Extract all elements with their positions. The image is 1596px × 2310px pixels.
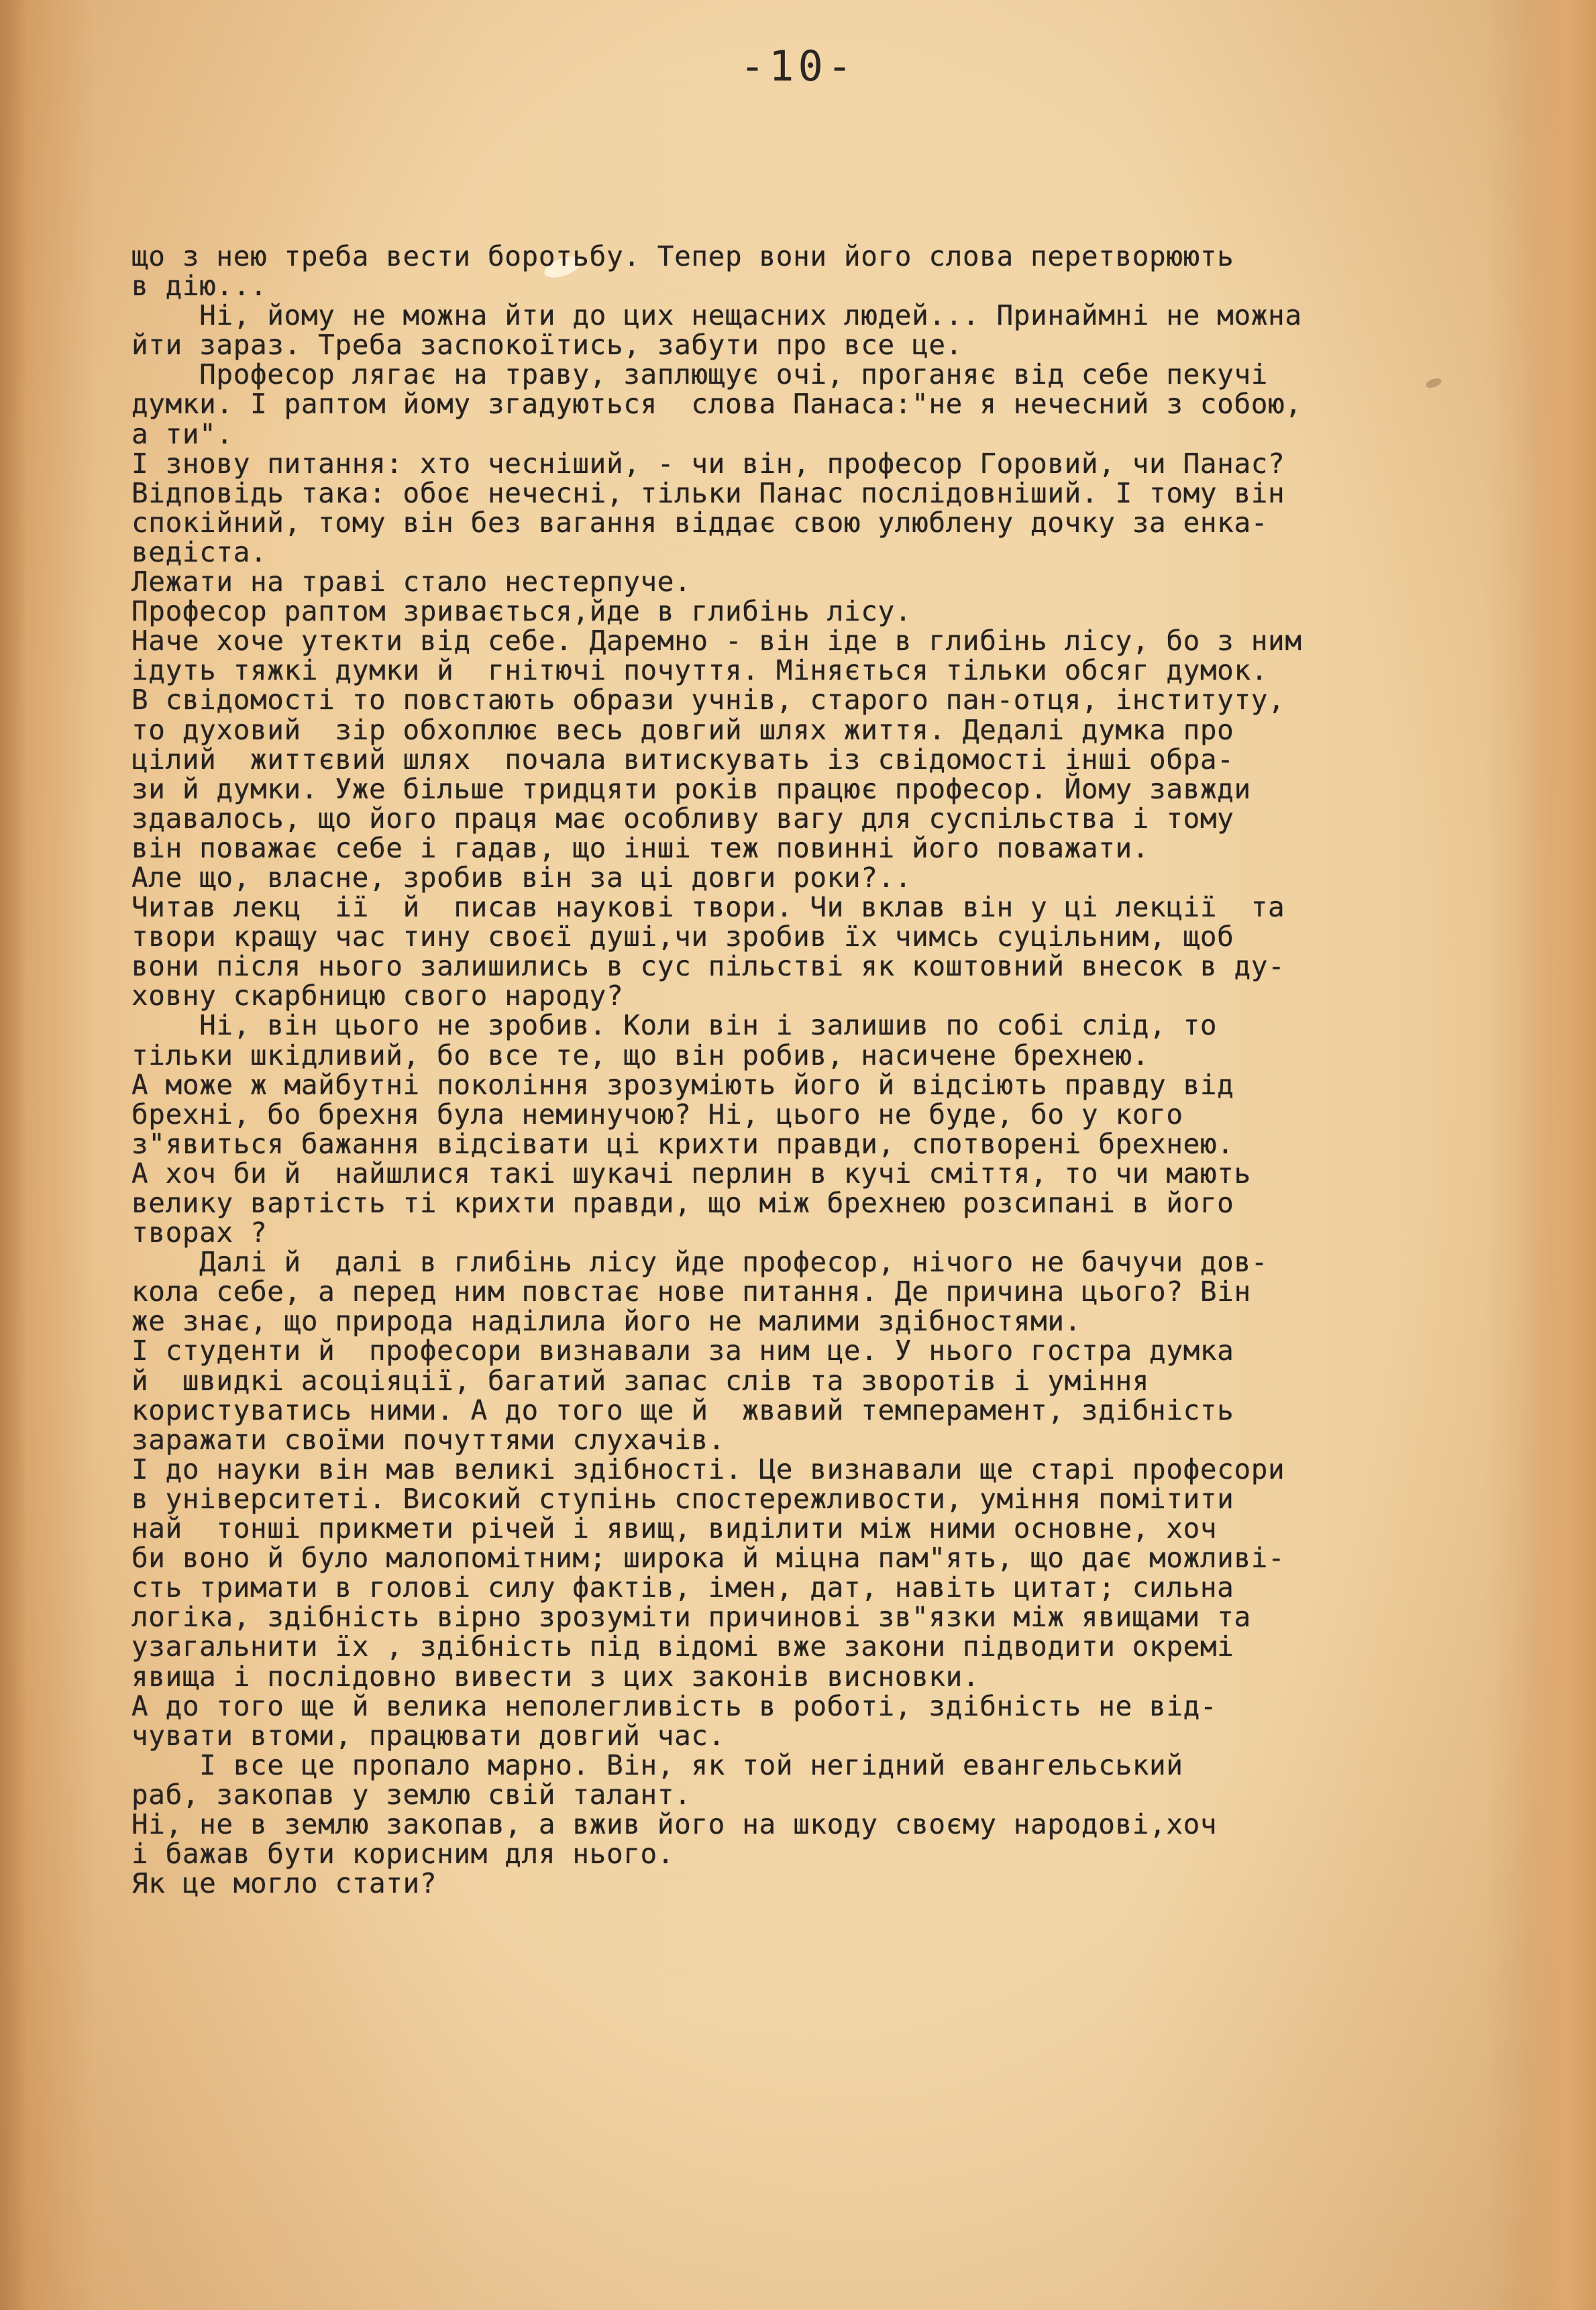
text-line: логіка, здібність вірно зрозуміти причинові зв"язки між явищами та <box>131 1601 1251 1634</box>
text-line: Як це могло стати? <box>131 1867 437 1900</box>
text-line: Читав лекц ії й писав наукові твори. Чи вклав він у ці лекції та <box>131 891 1285 924</box>
text-line: Ні, він цього не зробив. Коли він і залишив по собі слід, то <box>131 1009 1218 1042</box>
text-line: Ні, йому не можна йти до цих нещасних людей... Принаймні не можна <box>131 299 1302 332</box>
text-line: брехні, бо брехня була неминучою? Ні, цього не буде, бо у кого <box>131 1098 1183 1131</box>
text-line: зи й думки. Уже більше тридцяти років працює професор. Йому завжди <box>131 772 1251 805</box>
text-line: А до того ще й велика неполегливість в роботі, здібність не від- <box>131 1689 1218 1722</box>
text-line: А може ж майбутні покоління зрозуміють його й відсіють правду від <box>131 1068 1234 1101</box>
text-line: велику вартість ті крихти правди, що між брехнею розсипані в його <box>131 1187 1234 1219</box>
text-line: а ти". <box>131 417 233 450</box>
text-line: що з нею треба вести боротьбу. Тепер вони його слова перетворюють <box>131 240 1234 272</box>
text-line: Відповідь така: обоє нечесні, тільки Панас послідовніший. І тому він <box>131 476 1285 509</box>
text-line: І все це пропало марно. Він, як той негідний евангельський <box>131 1748 1183 1781</box>
text-line: же знає, що природа наділила його не малими здібностями. <box>131 1305 1081 1338</box>
text-line: Професор лягає на траву, заплющує очі, проганяє від себе пекучі <box>131 358 1269 391</box>
text-line: узагальнити їх , здібність під відомі вже закони підводити окремі <box>131 1630 1234 1663</box>
text-line: в дію... <box>131 270 268 303</box>
text-line: вони після нього залишились в сус пільстві як коштовний внесок в ду- <box>131 950 1285 983</box>
text-line: А хоч би й найшлися такі шукачі перлин в кучі сміття, то чи мають <box>131 1157 1251 1190</box>
text-line: І до науки він мав великі здібності. Це визнавали ще старі професори <box>131 1453 1285 1485</box>
text-line: твори кращу час тину своєї душі,чи зробив їх чимсь суцільним, щоб <box>131 921 1234 953</box>
text-line: творах ? <box>131 1216 268 1249</box>
text-line: думки. І раптом йому згадуються слова Панаса:"не я нечесний з собою, <box>131 388 1302 421</box>
text-line: Далі й далі в глибінь лісу йде професор, нічого не бачучи дов- <box>131 1246 1269 1279</box>
text-line: здавалось, що його праця має особливу вагу для суспільства і тому <box>131 802 1234 835</box>
text-line: І студенти й професори визнавали за ним це. У нього гостра думка <box>131 1334 1234 1367</box>
text-line: й швидкі асоціяції, багатий запас слів та зворотів і уміння <box>131 1364 1150 1397</box>
text-line: він поважає себе і гадав, що інші теж повинні його поважати. <box>131 831 1150 864</box>
text-line: Але що, власне, зробив він за ці довги роки?.. <box>131 861 912 894</box>
text-line: най тонші прикмети річей і явищ, виділити між ними основне, хоч <box>131 1512 1218 1545</box>
text-line: ідуть тяжкі думки й гнітючі почуття. Міняється тільки обсяг думок. <box>131 654 1269 687</box>
text-line: сть тримати в голові силу фактів, імен, дат, навіть цитат; сильна <box>131 1571 1234 1604</box>
typewritten-text <box>131 242 1574 1898</box>
text-line: спокійний, тому він без вагання віддає свою улюблену дочку за енка- <box>131 506 1269 539</box>
text-line: користуватись ними. А до того ще й жвавий темперамент, здібність <box>131 1394 1234 1426</box>
left-edge-shadow <box>0 0 27 2310</box>
text-line: Наче хоче утекти від себе. Даремно - він іде в глибінь лісу, бо з ним <box>131 625 1302 658</box>
text-line: чувати втоми, працювати довгий час. <box>131 1719 725 1752</box>
text-line: ховну скарбницю свого народу? <box>131 980 624 1012</box>
text-line: цілий життєвий шлях почала витискувать із свідомості інші обра- <box>131 743 1234 776</box>
text-line: з"явиться бажання відсівати ці крихти правди, спотворені брехнею. <box>131 1127 1234 1160</box>
text-line: ведіста. <box>131 535 268 568</box>
text-line: явища і послідовно вивести з цих законів висновки. <box>131 1660 980 1693</box>
text-line: йти зараз. Треба заспокоїтись, забути про все це. <box>131 329 963 362</box>
text-line: би воно й було малопомітним; широка й міцна пам"ять, що дає можливі- <box>131 1542 1285 1575</box>
text-line: Професор раптом зривається,йде в глибінь лісу. <box>131 595 912 628</box>
text-line: і бажав бути корисним для нього. <box>131 1838 675 1871</box>
text-line: раб, закопав у землю свій талант. <box>131 1778 692 1811</box>
text-line: то духовий зір обхоплює весь довгий шлях життя. Дедалі думка про <box>131 713 1234 746</box>
text-line: кола себе, а перед ним повстає нове питання. Де причина цього? Він <box>131 1275 1251 1308</box>
text-line: Ні, не в землю закопав, а вжив його на шкоду своєму народові,хоч <box>131 1807 1218 1840</box>
text-line: В свідомості то повстають образи учнів, старого пан-отця, інституту, <box>131 684 1285 717</box>
text-line: заражати своїми почуттями слухачів. <box>131 1423 725 1456</box>
text-line: тільки шкідливий, бо все те, що він робив, насичене брехнею. <box>131 1039 1150 1071</box>
text-line: Лежати на траві стало нестерпуче. <box>131 566 692 598</box>
text-line: І знову питання: хто чесніший, - чи він, професор Горовий, чи Панас? <box>131 447 1285 480</box>
text-line: в університеті. Високий ступінь спостережливости, уміння помітити <box>131 1482 1234 1515</box>
page-number: -10- <box>739 42 857 91</box>
